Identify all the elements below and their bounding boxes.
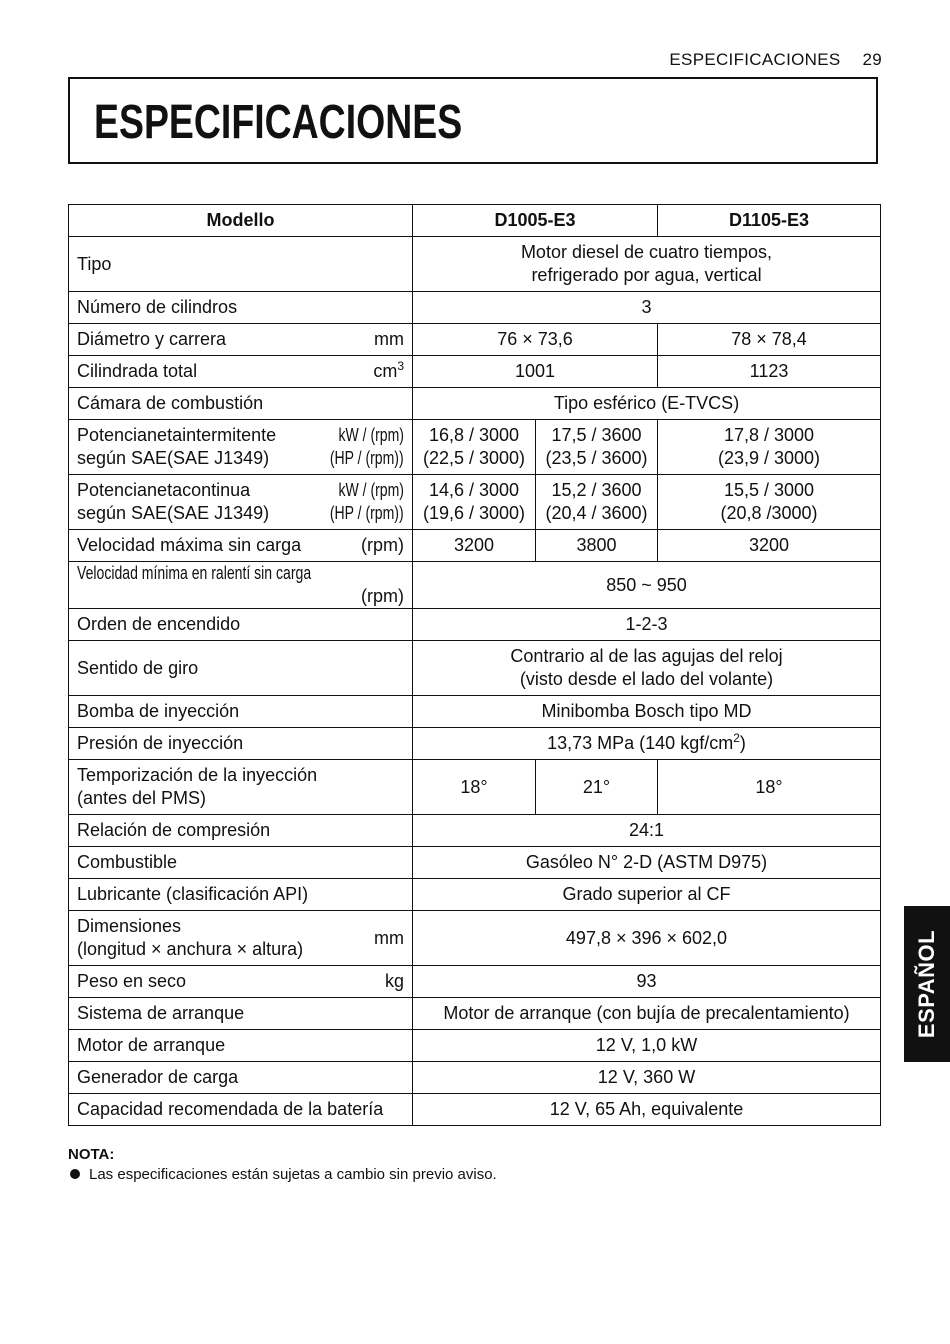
bullet-icon [70,1169,80,1179]
header-col1: D1005-E3 [413,205,658,237]
row-label: Cámara de combustión [69,388,413,420]
value-d1005: 76 × 73,6 [413,324,658,356]
table-row [69,847,881,879]
row-label: Orden de encendido [69,609,413,641]
row-label: Motor de arranque [69,1030,413,1062]
label-text: Dimensiones [77,916,182,936]
unit: (rpm) [361,586,404,606]
label-text: Velocidad máxima sin carga [77,535,302,555]
value-text: ) [739,733,746,753]
label-text: Temporización de la inyección [77,765,318,785]
row-value [413,641,881,696]
table-row [69,911,881,966]
title-box [68,77,878,164]
row-label: Presión de inyección [69,728,413,760]
row-label [69,324,413,356]
row-label: Capacidad recomendada de la batería [69,1094,413,1126]
label-text: Cilindrada total [77,361,198,381]
note-block [68,1146,497,1183]
note-item [68,1166,497,1183]
value-line: (19,6 / 3000) [422,503,526,523]
value-cell [413,420,536,475]
table-row [69,420,881,475]
section-name: ESPECIFICACIONES [669,50,841,69]
unit: kg [384,971,404,991]
row-value: Tipo esférico (E-TVCS) [413,388,881,420]
value-line: refrigerado por agua, vertical [531,265,762,285]
label-text: según SAE(SAE J1349) [77,503,270,523]
row-value: 850 ~ 950 [413,562,881,609]
row-value: Grado superior al CF [413,879,881,911]
row-label: Generador de carga [69,1062,413,1094]
row-value: 12 V, 65 Ah, equivalente [413,1094,881,1126]
row-label: Lubricante (clasificación API) [69,879,413,911]
row-value: 12 V, 1,0 kW [413,1030,881,1062]
row-label: Número de cilindros [69,292,413,324]
value-text: 13,73 MPa (140 kgf/cm [547,733,734,753]
row-label [69,420,413,475]
row-label [69,562,413,609]
row-value [413,728,881,760]
row-value: 93 [413,966,881,998]
value-cell [658,420,881,475]
row-value [413,237,881,292]
value-cell: 3200 [413,530,536,562]
row-value: 24:1 [413,815,881,847]
value-line: (20,4 / 3600) [545,503,648,523]
value-line: Motor diesel de cuatro tiempos, [520,242,773,262]
table-row [69,696,881,728]
note-text: Las especificaciones están sujetas a cambio sin previo aviso. [89,1166,497,1183]
value-line: 17,8 / 3000 [723,425,815,445]
row-label [69,911,413,966]
unit-sup: 3 [397,359,404,373]
table-row [69,237,881,292]
spec-table [68,204,881,1126]
value-line: (23,5 / 3600) [545,448,648,468]
value-d1005: 1001 [413,356,658,388]
value-cell [536,420,658,475]
value-line: 14,6 / 3000 [428,480,520,500]
row-value: 3 [413,292,881,324]
header-model: Modello [69,205,413,237]
table-row [69,879,881,911]
value-line: (23,9 / 3000) [717,448,821,468]
value-cell: 3800 [536,530,658,562]
value-line: 17,5 / 3600 [551,425,642,445]
table-row [69,1030,881,1062]
unit: kW / (rpm) [338,480,404,500]
row-label [69,475,413,530]
unit: kW / (rpm) [338,425,404,445]
table-row [69,966,881,998]
row-value: 12 V, 360 W [413,1062,881,1094]
value-cell: 3200 [658,530,881,562]
table-row [69,292,881,324]
value-cell [536,475,658,530]
language-tab [904,906,950,1062]
label-text: (antes del PMS) [77,788,207,808]
row-label [69,760,413,815]
language-tab-label: ESPAÑOL [914,929,939,1039]
table-row [69,475,881,530]
label-text: Potencianetaintermitente [77,425,277,445]
table-row [69,324,881,356]
page-title: ESPECIFICACIONES [94,96,463,149]
table-row [69,728,881,760]
value-line: (visto desde el lado del volante) [519,669,774,689]
row-value: 497,8 × 396 × 602,0 [413,911,881,966]
row-label: Bomba de inyección [69,696,413,728]
value-line: 15,2 / 3600 [551,480,642,500]
table-row [69,1062,881,1094]
unit: (HP / (rpm)) [330,448,404,468]
table-row [69,760,881,815]
value-line: 15,5 / 3000 [723,480,815,500]
value-d1105: 1123 [658,356,881,388]
row-label [69,356,413,388]
unit: (rpm) [361,535,404,555]
value-line: 16,8 / 3000 [428,425,520,445]
label-text: Velocidad mínima en ralentí sin carga [77,563,312,583]
unit: (HP / (rpm)) [330,503,404,523]
row-label: Tipo [69,237,413,292]
header-col2: D1105-E3 [658,205,881,237]
label-text: (longitud × anchura × altura) [77,939,304,959]
table-row [69,815,881,847]
value-cell [413,475,536,530]
row-value: Motor de arranque (con bujía de precalentamiento) [413,998,881,1030]
page-number: 29 [862,50,882,69]
unit: mm [374,927,404,948]
row-label: Relación de compresión [69,815,413,847]
unit [373,360,404,383]
table-row [69,388,881,420]
row-label: Combustible [69,847,413,879]
label-text: Diámetro y carrera [77,329,227,349]
label-text: Peso en seco [77,971,187,991]
table-row [69,356,881,388]
table-row [69,1094,881,1126]
unit: mm [374,329,404,349]
value-cell: 18° [658,760,881,815]
table-row [69,998,881,1030]
row-value: 1-2-3 [413,609,881,641]
value-line: (22,5 / 3000) [422,448,526,468]
table-row [69,562,881,609]
value-sup: 2 [733,731,740,745]
row-value: Gasóleo N° 2-D (ASTM D975) [413,847,881,879]
table-row [69,641,881,696]
row-label: Sentido de giro [69,641,413,696]
label-text: Potencianetacontinua [77,480,251,500]
value-d1105: 78 × 78,4 [658,324,881,356]
table-row [69,609,881,641]
value-line: Contrario al de las agujas del reloj [510,646,783,666]
row-label: Sistema de arranque [69,998,413,1030]
value-cell: 18° [413,760,536,815]
value-line: (20,8 /3000) [720,503,818,523]
row-label [69,530,413,562]
value-cell: 21° [536,760,658,815]
unit-base: cm [373,361,398,381]
table-header-row [69,205,881,237]
value-cell [658,475,881,530]
label-text: según SAE(SAE J1349) [77,448,270,468]
row-value: Minibomba Bosch tipo MD [413,696,881,728]
table-row [69,530,881,562]
row-label [69,966,413,998]
running-header [669,50,882,70]
note-title: NOTA: [68,1146,115,1163]
